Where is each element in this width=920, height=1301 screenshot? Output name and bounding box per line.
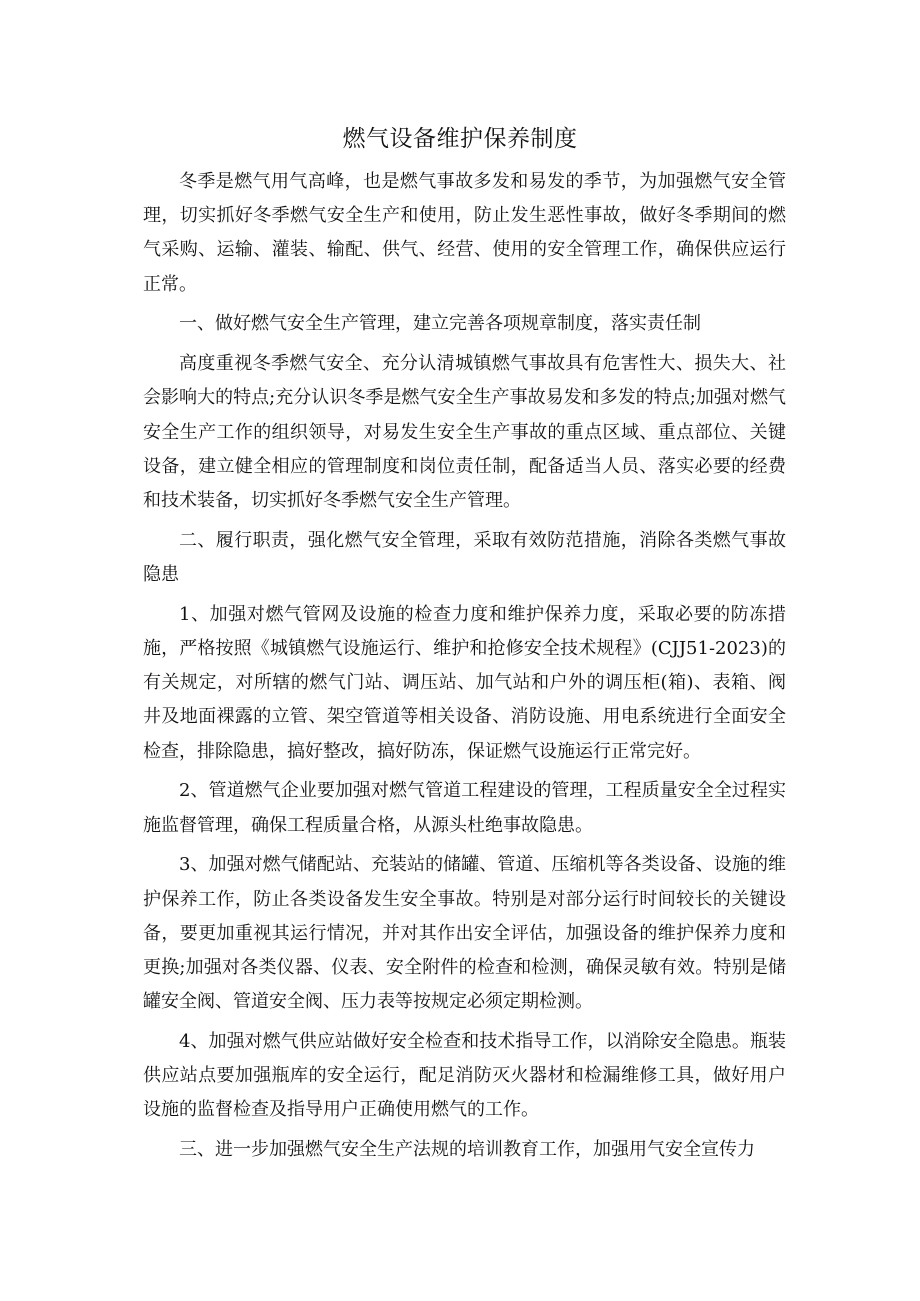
paragraph-item-2: 2、管道燃气企业要加强对燃气管道工程建设的管理，工程质量安全全过程实施监督管理，确保工程质量合格，从源头杜绝事故隐患。 (143, 780, 786, 836)
paragraph-item-3: 3、加强对燃气储配站、充装站的储罐、管道、压缩机等各类设备、设施的维护保养工作，防止各类设备发生安全事故。特别是对部分运行时间较长的关键设备，要更加重视其运行情况，并对其作出安全评估，加强设备的维护保养力度和更换;加强对各类仪器、仪表、安全附件的检查和检测，确保灵敏有效。特别是储罐安全阀、管道安全阀、压力表等按规定必须定期检测。 (143, 854, 786, 1013)
paragraph-section-1: 高度重视冬季燃气安全、充分认清城镇燃气事故具有危害性大、损失大、社会影响大的特点;充分认识冬季是燃气安全生产事故易发和多发的特点;加强对燃气安全生产工作的组织领导，对易发生安全生产事故的重点区域、重点部位、关键设备，建立健全相应的管理制度和岗位责任制，配备适当人员、落实必要的经费和技术装备，切实抓好冬季燃气安全生产管理。 (143, 353, 786, 512)
section-heading-2: 二、履行职责，强化燃气安全管理，采取有效防范措施，消除各类燃气事故隐患 (143, 529, 786, 586)
paragraph-item-4: 4、加强对燃气供应站做好安全检查和技术指导工作，以消除安全隐患。瓶装供应站点要加强瓶库的安全运行，配足消防灭火器材和检漏维修工具，做好用户设施的监督检查及指导用户正确使用燃气的工作。 (143, 1031, 786, 1121)
section-heading-3: 三、进一步加强燃气安全生产法规的培训教育工作，加强用气安全宣传力 (179, 1139, 755, 1161)
paragraph-intro: 冬季是燃气用气高峰，也是燃气事故多发和易发的季节，为加强燃气安全管理，切实抓好冬季燃气安全生产和使用，防止发生恶性事故，做好冬季期间的燃气采购、运输、灌装、输配、供气、经营、使用的安全管理工作，确保供应运行正常。 (143, 171, 786, 295)
document-title: 燃气设备维护保养制度 (342, 126, 578, 152)
paragraph-item-1: 1、加强对燃气管网及设施的检查力度和维护保养力度，采取必要的防冻措施，严格按照《城镇燃气设施运行、维护和抢修安全技术规程》(CJJ51-2023)的有关规定，对所辖的燃气门站、调压站、加气站和户外的调压柜(箱)、表箱、阀井及地面裸露的立管、架空管道等相关设备、消防设施、用电系统进行全面安全检查，排除隐患，搞好整改，搞好防冻，保证燃气设施运行正常完好。 (143, 603, 786, 762)
document-body (143, 165, 786, 1173)
section-heading-1: 一、做好燃气安全生产管理，建立完善各项规章制度，落实责任制 (179, 313, 701, 335)
